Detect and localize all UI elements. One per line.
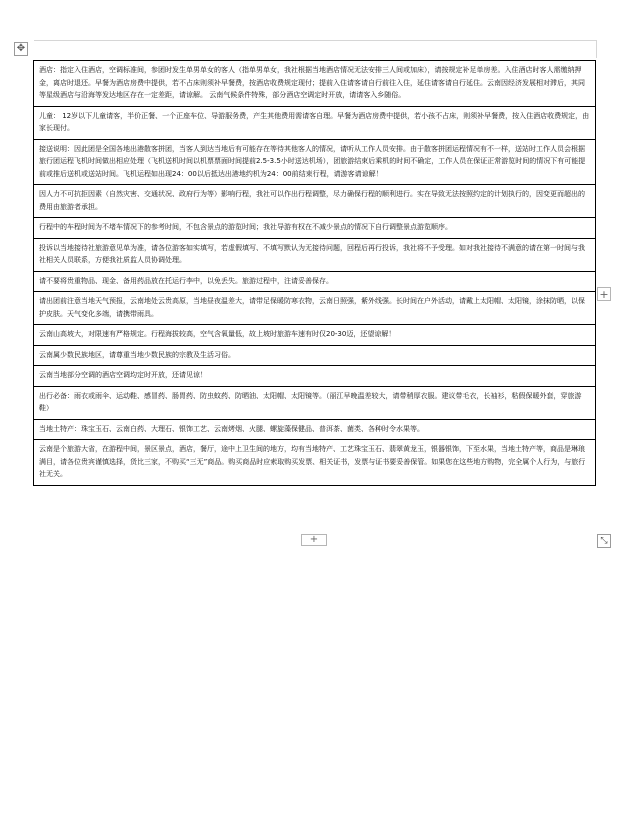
note-valuables: 请不要将贵重物品、现金、备用药品放在托运行李中，以免丢失。旅游过程中，注请妥善保存。 <box>34 271 596 292</box>
table-row <box>34 61 596 107</box>
table-row <box>34 345 596 366</box>
note-specialties: 当地土特产：珠宝玉石、云南白药、大理石、银饰工艺、云南烤烟、火腿、螺旋藻保健品、普洱茶、菌类、各种时令水果等。 <box>34 419 596 440</box>
plus-icon: + <box>309 534 319 545</box>
table-row <box>34 325 596 346</box>
add-row-button[interactable] <box>301 534 327 546</box>
add-column-button[interactable] <box>597 287 611 301</box>
notes-table <box>33 60 596 486</box>
note-weather: 请出团前注意当地天气预报，云南地处云贵高原，当地昼夜温差大，请带足保暖防寒衣物，云南日照强，紫外线强。长时间在户外活动，请戴上太阳帽、太阳镜，涂抹防晒，以保护皮肤。天气变化多端，请携带雨具。 <box>34 292 596 325</box>
note-shopping: 云南是个旅游大省，在游程中间，景区景点，酒店，餐厅，途中上卫生间的地方，均有当地特产、工艺珠宝玉石、翡翠黄龙玉，银器银饰，下至水果，当地土特产等，商品是琳琅满目，请各位贵宾谨慎选择，货比三家，不购买“三无”商品。购买商品时应索取购买发票、相关证书，发票与证书要妥善保管。如果您在这些地方购物，完全属个人行为，与旅行社无关。 <box>34 440 596 486</box>
note-complaints: 投诉以当地接待社旅游意见单为准，请各位游客如实填写，若虚假填写、不填写默认为无接待问题，回程后再行投诉，我社将不予受理。如对我社接待不满意的请在第一时间与我社相关人员联系，方便我社质监人员协调处理。 <box>34 238 596 271</box>
note-hotel: 酒店：指定入住酒店，空调标准间，参团时发生单男单女的客人（指单男单女，我社根据当地酒店情况无法安排三人间或加床），请按规定补足单房差。入住酒店时客人需缴纳押金，离店时退还。早餐为酒店房费中提供，若不占床则须补早餐费，按酒店收费规定现付；提前入住请客请自行前往入住，延住请客请自行延住。云南因经济发展相对滞后，其同等星级酒店与沿海等发达地区存在一定差距，请谅解。 云南气候条件特殊，部分酒店空调定时开放，请请客入乡随俗。 <box>34 61 596 107</box>
table-row <box>34 386 596 419</box>
table-row <box>34 440 596 486</box>
table-resize-handle[interactable] <box>597 534 611 548</box>
table-row <box>34 238 596 271</box>
table-row <box>34 271 596 292</box>
table-row <box>34 218 596 239</box>
note-children: 儿童： 12岁以下儿童请客，半价正餐、一个正座车位、导游服务费，产生其他费用需请客自理。早餐为酒店房费中提供，若小孩不占床，则须补早餐费，按入住酒店收费规定，由家长现付。 <box>34 106 596 139</box>
note-essentials: 出行必备：雨衣或雨伞、运动鞋、感冒药、肠胃药、防虫蚊药、防晒油、太阳帽、太阳镜等。（丽江早晚温差较大，请带稍厚衣服。建议带毛衣，长袖衫，粘假保暖外套，穿旅游鞋） <box>34 386 596 419</box>
note-speed-limit: 云南山高坡大，对限速有严格规定。行程海拔较高，空气含氧量低，故上坡时旅游车速有时仅20-30迈，还望谅解！ <box>34 325 596 346</box>
move-arrows-icon: ✥ <box>16 43 26 54</box>
note-transfer: 接送说明：因此团是全国各地出港散客拼团，当客人到达当地后有可能存在等待其他客人的情况，请听从工作人员安排。由于散客拼团运程情况有不一样，送站时工作人员会根据旅行团运程飞机时间做出相应处理（飞机送机时间以机票票面时间提前2.5-3.5小时送达机场），团旅游结束后乘机的时间不确定，工作人员在保证正常游览时间的情况下有可能提前或推后送机或送站时间。飞机运程如出现24：00以后抵达出港地约机为24：00前结束行程，请游客请谅解！ <box>34 139 596 185</box>
table-row <box>34 139 596 185</box>
note-air-conditioning: 云南当地部分空调的酒店空调均定时开放，还请见谅！ <box>34 366 596 387</box>
page-edge-top <box>34 40 596 41</box>
resize-diagonal-icon: ⤡ <box>600 535 608 546</box>
table-row <box>34 292 596 325</box>
note-customs: 云南属少数民族地区，请尊重当地少数民族的宗教及生活习俗。 <box>34 345 596 366</box>
page-edge-right <box>596 40 597 58</box>
table-row <box>34 106 596 139</box>
table-row <box>34 419 596 440</box>
table-move-handle[interactable] <box>14 42 28 56</box>
table-row <box>34 185 596 218</box>
note-force-majeure: 因人力不可抗拒因素（自然灾害、交通状况、政府行为等）影响行程，我社可以作出行程调整，尽力确保行程的顺利进行。实在导致无法按照约定的计划执行的，因变更而超出的费用由旅游者承担。 <box>34 185 596 218</box>
plus-icon: + <box>599 287 609 301</box>
note-drive-time: 行程中的车程时间为不堵车情况下的参考时间，不包含景点的游览时间；我社导游有权在不减少景点的情况下自行调整景点游览顺序。 <box>34 218 596 239</box>
table-row <box>34 366 596 387</box>
